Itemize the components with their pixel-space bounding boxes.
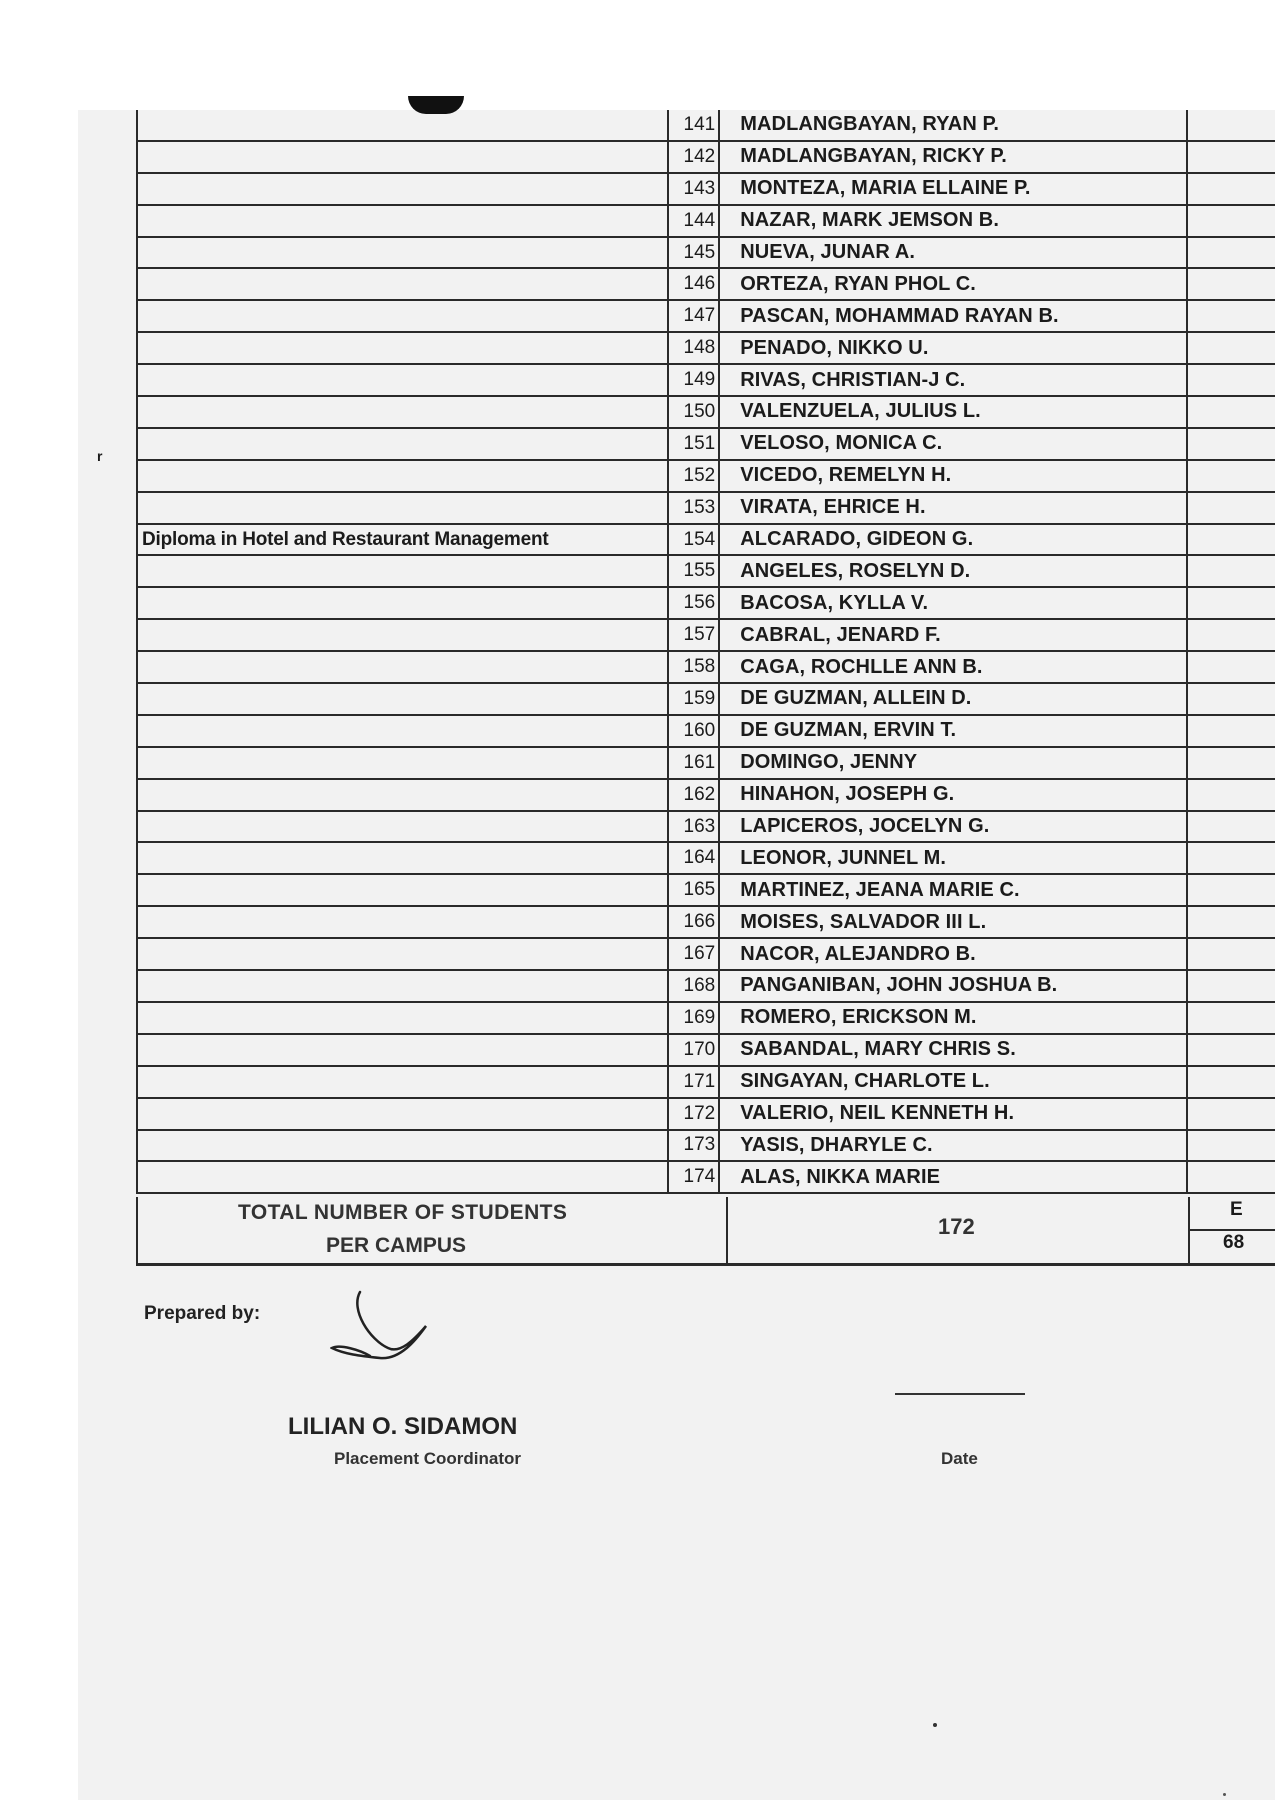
student-name: ANGELES, ROSELYN D. <box>719 555 1187 587</box>
student-name: PASCAN, MOHAMMAD RAYAN B. <box>719 300 1187 332</box>
program-cell <box>137 1130 668 1162</box>
row-number: 174 <box>668 1161 719 1193</box>
row-number: 154 <box>668 524 719 556</box>
student-name: CAGA, ROCHLLE ANN B. <box>719 651 1187 683</box>
table-row <box>137 492 1275 524</box>
remarks-cell <box>1187 811 1275 843</box>
program-cell <box>137 205 668 237</box>
remarks-cell <box>1187 1098 1275 1130</box>
table-row <box>137 524 1275 556</box>
table-row <box>137 205 1275 237</box>
stray-mark: r <box>97 448 103 464</box>
student-name: MOISES, SALVADOR III L. <box>719 906 1187 938</box>
row-number: 150 <box>668 396 719 428</box>
row-number: 159 <box>668 683 719 715</box>
table-row <box>137 1002 1275 1034</box>
student-name: BACOSA, KYLLA V. <box>719 587 1187 619</box>
student-name: ALCARADO, GIDEON G. <box>719 524 1187 556</box>
table-row <box>137 651 1275 683</box>
table-row <box>137 1066 1275 1098</box>
program-cell <box>137 364 668 396</box>
table-row <box>137 428 1275 460</box>
row-number: 168 <box>668 970 719 1002</box>
table-row <box>137 874 1275 906</box>
student-name: NUEVA, JUNAR A. <box>719 237 1187 269</box>
row-number: 152 <box>668 460 719 492</box>
program-cell <box>137 141 668 173</box>
remarks-cell <box>1187 906 1275 938</box>
remarks-cell <box>1187 364 1275 396</box>
table-row <box>137 141 1275 173</box>
student-name: DOMINGO, JENNY <box>719 747 1187 779</box>
table-row <box>137 619 1275 651</box>
table-row <box>137 110 1275 141</box>
student-table <box>136 110 1275 1194</box>
program-cell <box>137 938 668 970</box>
table-row <box>137 364 1275 396</box>
table-row <box>137 237 1275 269</box>
remarks-cell <box>1187 460 1275 492</box>
student-name: YASIS, DHARYLE C. <box>719 1130 1187 1162</box>
program-cell <box>137 555 668 587</box>
total-side-bottom: 68 <box>1223 1232 1245 1253</box>
remarks-cell <box>1187 428 1275 460</box>
row-number: 147 <box>668 300 719 332</box>
student-name: VELOSO, MONICA C. <box>719 428 1187 460</box>
student-name: SABANDAL, MARY CHRIS S. <box>719 1034 1187 1066</box>
student-name: ALAS, NIKKA MARIE <box>719 1161 1187 1193</box>
table-row <box>137 938 1275 970</box>
remarks-cell <box>1187 300 1275 332</box>
student-name: LAPICEROS, JOCELYN G. <box>719 811 1187 843</box>
student-name: LEONOR, JUNNEL M. <box>719 842 1187 874</box>
table-row <box>137 1161 1275 1193</box>
row-number: 165 <box>668 874 719 906</box>
table-row <box>137 460 1275 492</box>
program-cell <box>137 492 668 524</box>
program-cell <box>137 1034 668 1066</box>
row-number: 141 <box>668 110 719 141</box>
remarks-cell <box>1187 396 1275 428</box>
student-name: VICEDO, REMELYN H. <box>719 460 1187 492</box>
student-name: ORTEZA, RYAN PHOL C. <box>719 268 1187 300</box>
row-number: 142 <box>668 141 719 173</box>
program-cell <box>137 268 668 300</box>
row-number: 143 <box>668 173 719 205</box>
table-row <box>137 332 1275 364</box>
row-number: 164 <box>668 842 719 874</box>
row-number: 167 <box>668 938 719 970</box>
remarks-cell <box>1187 747 1275 779</box>
program-cell <box>137 110 668 141</box>
table-row <box>137 1034 1275 1066</box>
remarks-cell <box>1187 492 1275 524</box>
table-row <box>137 683 1275 715</box>
row-number: 149 <box>668 364 719 396</box>
row-number: 166 <box>668 906 719 938</box>
program-cell <box>137 300 668 332</box>
row-number: 153 <box>668 492 719 524</box>
remarks-cell <box>1187 1161 1275 1193</box>
student-name: RIVAS, CHRISTIAN-J C. <box>719 364 1187 396</box>
prepared-by-label: Prepared by: <box>144 1303 261 1324</box>
program-cell <box>137 747 668 779</box>
remarks-cell <box>1187 110 1275 141</box>
row-number: 162 <box>668 779 719 811</box>
speck <box>1223 1793 1226 1796</box>
program-cell <box>137 811 668 843</box>
remarks-cell <box>1187 141 1275 173</box>
row-number: 160 <box>668 715 719 747</box>
table-row <box>137 842 1275 874</box>
program-cell <box>137 779 668 811</box>
table-row <box>137 906 1275 938</box>
program-cell <box>137 428 668 460</box>
student-name: DE GUZMAN, ALLEIN D. <box>719 683 1187 715</box>
student-name: VALENZUELA, JULIUS L. <box>719 396 1187 428</box>
table-row <box>137 1130 1275 1162</box>
program-cell <box>137 970 668 1002</box>
total-side-divider <box>1190 1229 1275 1231</box>
total-value: 172 <box>938 1214 975 1239</box>
remarks-cell <box>1187 268 1275 300</box>
table-row <box>137 1098 1275 1130</box>
table-row <box>137 555 1275 587</box>
student-name: NAZAR, MARK JEMSON B. <box>719 205 1187 237</box>
total-row <box>136 1197 1275 1266</box>
program-cell <box>137 1161 668 1193</box>
row-number: 155 <box>668 555 719 587</box>
row-number: 157 <box>668 619 719 651</box>
table-row <box>137 396 1275 428</box>
program-cell <box>137 651 668 683</box>
remarks-cell <box>1187 205 1275 237</box>
student-name: ROMERO, ERICKSON M. <box>719 1002 1187 1034</box>
table-row <box>137 970 1275 1002</box>
remarks-cell <box>1187 332 1275 364</box>
table-row <box>137 587 1275 619</box>
student-name: VALERIO, NEIL KENNETH H. <box>719 1098 1187 1130</box>
program-cell <box>137 683 668 715</box>
row-number: 172 <box>668 1098 719 1130</box>
row-number: 171 <box>668 1066 719 1098</box>
table-row <box>137 779 1275 811</box>
row-number: 173 <box>668 1130 719 1162</box>
remarks-cell <box>1187 970 1275 1002</box>
remarks-cell <box>1187 651 1275 683</box>
program-cell <box>137 1002 668 1034</box>
total-side-top: E <box>1230 1199 1243 1220</box>
remarks-cell <box>1187 1130 1275 1162</box>
student-name: SINGAYAN, CHARLOTE L. <box>719 1066 1187 1098</box>
remarks-cell <box>1187 619 1275 651</box>
table-row <box>137 173 1275 205</box>
table-row <box>137 300 1275 332</box>
total-label-line2: PER CAMPUS <box>326 1234 467 1257</box>
program-cell <box>137 173 668 205</box>
preparer-title: Placement Coordinator <box>334 1449 522 1468</box>
program-cell <box>137 396 668 428</box>
speck <box>933 1723 937 1727</box>
program-cell <box>137 906 668 938</box>
table-row <box>137 811 1275 843</box>
program-cell <box>137 874 668 906</box>
remarks-cell <box>1187 1002 1275 1034</box>
row-number: 148 <box>668 332 719 364</box>
student-name: MADLANGBAYAN, RICKY P. <box>719 141 1187 173</box>
table-row <box>137 268 1275 300</box>
student-name: CABRAL, JENARD F. <box>719 619 1187 651</box>
remarks-cell <box>1187 1034 1275 1066</box>
row-number: 146 <box>668 268 719 300</box>
row-number: 144 <box>668 205 719 237</box>
remarks-cell <box>1187 555 1275 587</box>
remarks-cell <box>1187 524 1275 556</box>
student-name: DE GUZMAN, ERVIN T. <box>719 715 1187 747</box>
student-name: MARTINEZ, JEANA MARIE C. <box>719 874 1187 906</box>
row-number: 163 <box>668 811 719 843</box>
date-label: Date <box>941 1449 978 1468</box>
row-number: 169 <box>668 1002 719 1034</box>
program-cell <box>137 1066 668 1098</box>
remarks-cell <box>1187 683 1275 715</box>
remarks-cell <box>1187 715 1275 747</box>
row-number: 145 <box>668 237 719 269</box>
program-cell <box>137 460 668 492</box>
table-row <box>137 715 1275 747</box>
date-line <box>895 1393 1025 1395</box>
student-name: NACOR, ALEJANDRO B. <box>719 938 1187 970</box>
remarks-cell <box>1187 237 1275 269</box>
program-cell <box>137 715 668 747</box>
signature-icon <box>330 1290 442 1370</box>
preparer-name: LILIAN O. SIDAMON <box>288 1413 518 1440</box>
table-row <box>137 747 1275 779</box>
program-cell <box>137 1098 668 1130</box>
remarks-cell <box>1187 842 1275 874</box>
program-cell: Diploma in Hotel and Restaurant Management <box>137 524 668 556</box>
remarks-cell <box>1187 173 1275 205</box>
row-number: 151 <box>668 428 719 460</box>
program-cell <box>137 332 668 364</box>
program-cell <box>137 587 668 619</box>
program-cell <box>137 237 668 269</box>
remarks-cell <box>1187 779 1275 811</box>
program-cell <box>137 842 668 874</box>
program-cell <box>137 619 668 651</box>
total-label-line1: TOTAL NUMBER OF STUDENTS <box>238 1201 568 1224</box>
remarks-cell <box>1187 1066 1275 1098</box>
row-number: 158 <box>668 651 719 683</box>
remarks-cell <box>1187 874 1275 906</box>
student-name: PENADO, NIKKO U. <box>719 332 1187 364</box>
row-number: 161 <box>668 747 719 779</box>
student-name: MADLANGBAYAN, RYAN P. <box>719 110 1187 141</box>
row-number: 170 <box>668 1034 719 1066</box>
student-name: MONTEZA, MARIA ELLAINE P. <box>719 173 1187 205</box>
student-name: PANGANIBAN, JOHN JOSHUA B. <box>719 970 1187 1002</box>
remarks-cell <box>1187 587 1275 619</box>
row-number: 156 <box>668 587 719 619</box>
student-name: VIRATA, EHRICE H. <box>719 492 1187 524</box>
student-name: HINAHON, JOSEPH G. <box>719 779 1187 811</box>
remarks-cell <box>1187 938 1275 970</box>
